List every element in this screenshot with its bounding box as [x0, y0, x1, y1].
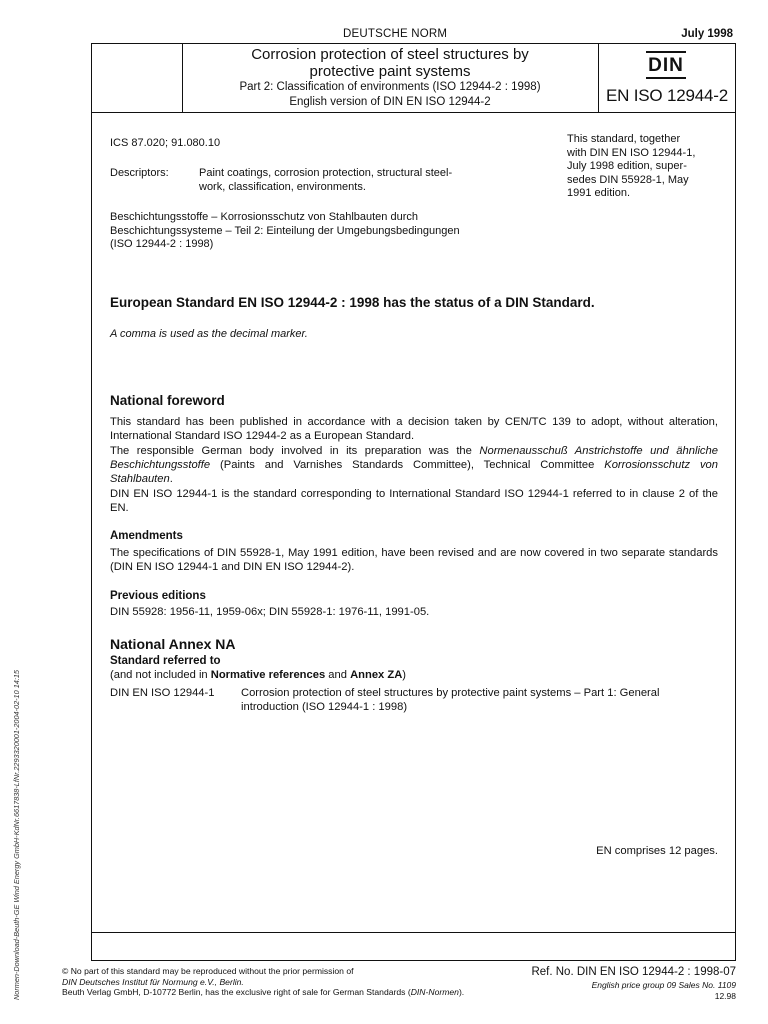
copyright-line: © No part of this standard may be reproduced without the prior permission of	[62, 966, 354, 976]
annex-note-text: )	[402, 669, 407, 681]
copyright-italic: DIN-Normen	[410, 987, 459, 997]
foreword-paragraph-3: DIN EN ISO 12944-1 is the standard corresponding to International Standard ISO 12944-1 referred to in clause 2 of the EN.	[110, 488, 718, 514]
german-title-line: Beschichtungssysteme – Teil 2: Einteilung der Umgebungsbedingungen	[110, 224, 460, 237]
price-group: English price group 09 Sales No. 1109	[591, 980, 736, 990]
download-watermark: Normen-Download-Beuth-GE Wind Energy GmbH-KdNr.6617838-LfNr.2293320001-2004-02-10 14:15	[12, 670, 21, 1000]
english-version-note: English version of DIN EN ISO 12944-2	[289, 96, 491, 108]
referenced-standard-title: Corrosion protection of steel structures by protective paint systems – Part 1: General introduction (ISO 12944-1 : 1998)	[241, 687, 660, 713]
publication-date: July 1998	[681, 28, 733, 40]
german-title-line: (ISO 12944-2 : 1998)	[110, 238, 214, 250]
annex-note-text: (and not included in	[110, 669, 211, 681]
german-title	[110, 211, 540, 252]
amendments-text: The specifications of DIN 55928-1, May 1991 edition, have been revised and are now covered in two separate standards (DIN EN ISO 12944-1 and DIN EN ISO 12944-2).	[110, 547, 718, 573]
descriptors-line2: work, classification, environments.	[199, 180, 366, 193]
reference-number: Ref. No. DIN EN ISO 12944-2 : 1998-07	[531, 966, 736, 978]
previous-editions-heading: Previous editions	[110, 590, 206, 602]
supersedes-line: sedes DIN 55928-1, May	[567, 173, 689, 186]
norm-label: DEUTSCHE NORM	[343, 28, 448, 40]
supersedes-line: This standard, together	[567, 133, 681, 145]
annex-note-bold: Annex ZA	[350, 669, 403, 681]
page-count-note: EN comprises 12 pages.	[596, 845, 718, 857]
copyright-notice	[62, 966, 482, 998]
national-foreword-heading: National foreword	[110, 393, 225, 408]
foreword-p2-text: .	[169, 473, 173, 485]
german-title-line: Beschichtungsstoffe – Korrosionsschutz von Stahlbauten durch	[110, 211, 418, 223]
copyright-text: Beuth Verlag GmbH, D-10772 Berlin, has the exclusive right of sale for German Standards (	[62, 987, 411, 997]
supersedes-line: 1991 edition.	[567, 187, 630, 199]
national-annex-subheading: Standard referred to	[110, 655, 221, 667]
descriptors-line1: Paint coatings, corrosion protection, structural steel-	[199, 167, 453, 179]
din-logo-top-bar	[646, 51, 686, 53]
document-title-line1: Corrosion protection of steel structures by	[251, 46, 529, 63]
din-logo-bottom-bar	[646, 77, 686, 79]
footer-rule	[91, 932, 736, 933]
copyright-line	[62, 977, 482, 988]
edition-code: 12.98	[714, 991, 736, 1001]
document-title	[183, 46, 597, 80]
copyright-text: ).	[458, 987, 465, 997]
technical-committee-name: Korrosionsschutz von Stahlbauten	[110, 459, 718, 485]
status-statement: European Standard EN ISO 12944-2 : 1998 has the status of a DIN Standard.	[110, 295, 595, 310]
title-bottom-rule	[91, 112, 736, 113]
din-logo	[646, 55, 686, 77]
copyright-line	[62, 987, 482, 998]
amendments-heading: Amendments	[110, 530, 183, 542]
national-annex-note	[110, 668, 406, 682]
foreword-paragraph-1: This standard has been published in accordance with a decision taken by CEN/TC 139 to adopt, without alteration, International Standard ISO 12944-2 as a European Standard.	[110, 416, 718, 442]
decimal-marker-note: A comma is used as the decimal marker.	[110, 328, 308, 340]
standard-number: EN ISO 12944-2	[606, 86, 728, 105]
din-logo-text: DIN	[648, 55, 684, 76]
previous-editions-text: DIN 55928: 1956-11, 1959-06x; DIN 55928-1: 1976-11, 1991-05.	[110, 606, 430, 618]
document-title-line2: protective paint systems	[309, 63, 471, 80]
copyright-org: DIN Deutsches Institut für Normung e.V., Berlin.	[62, 976, 244, 987]
supersedes-line: with DIN EN ISO 12944-1,	[567, 146, 696, 159]
foreword-paragraph-2	[110, 444, 718, 486]
foreword-p2-text: (Paints and Varnishes Standards Committee), Technical Committee	[210, 459, 605, 471]
annex-note-bold: Normative references	[210, 669, 326, 681]
descriptors-label: Descriptors:	[110, 167, 169, 179]
ics-code: ICS 87.020; 91.080.10	[110, 137, 221, 149]
annex-note-text: and	[325, 669, 351, 681]
supersedes-line: July 1998 edition, super-	[567, 160, 687, 172]
foreword-p2-text: The responsible German body involved in its preparation was the	[110, 445, 480, 457]
part-title: Part 2: Classification of environments (ISO 12944-2 : 1998)	[239, 81, 541, 93]
national-annex-heading: National Annex NA	[110, 636, 236, 652]
referenced-standard-code: DIN EN ISO 12944-1	[110, 687, 215, 699]
responsible-body-name: Normenausschuß Anstrichstoffe und ähnliche Beschichtungsstoffe	[110, 445, 718, 471]
supersedes-note	[567, 133, 732, 201]
descriptors-text	[110, 167, 510, 194]
